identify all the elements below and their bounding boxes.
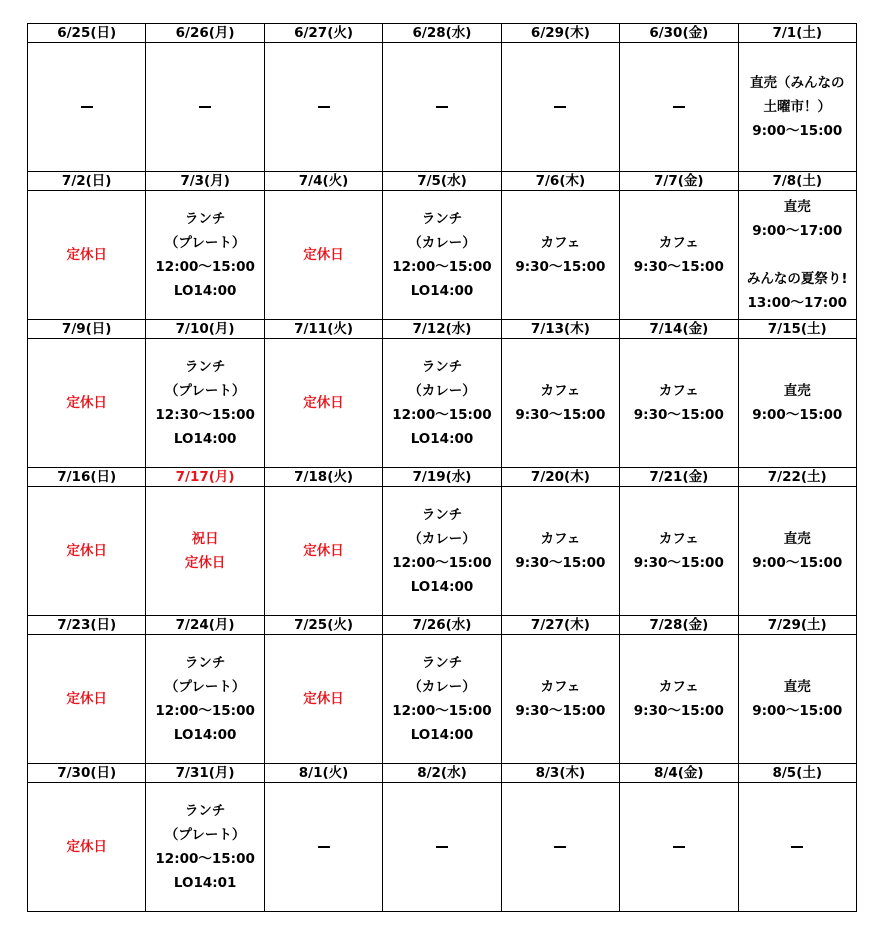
schedule-cell	[264, 487, 382, 616]
date-cell: 7/28(金)	[620, 616, 738, 635]
schedule-cell	[501, 635, 619, 764]
schedule-text-line: ランチ	[421, 655, 463, 671]
schedule-cell	[383, 339, 501, 468]
schedule-cell	[501, 191, 619, 320]
date-cell: 7/12(水)	[383, 320, 501, 339]
schedule-text-line: ランチ	[184, 359, 226, 375]
schedule-cell	[620, 43, 738, 172]
schedule-cell	[146, 191, 264, 320]
date-cell: 7/29(土)	[738, 616, 856, 635]
schedule-text-line: 12:00～15:00	[392, 259, 492, 275]
date-cell: 7/26(水)	[383, 616, 501, 635]
schedule-cell	[28, 339, 146, 468]
schedule-text-line: LO14:00	[173, 283, 237, 299]
schedule-text-line: 祝日	[191, 531, 219, 547]
schedule-text-line: （プレート）	[164, 383, 246, 399]
schedule-text-line: ランチ	[421, 359, 463, 375]
date-cell: 6/26(月)	[146, 24, 264, 43]
schedule-text-line: 9:00～17:00	[752, 223, 843, 239]
date-row	[28, 616, 857, 635]
schedule-text-line: カフェ	[658, 383, 699, 399]
no-event-dash	[673, 846, 685, 848]
date-cell: 7/18(火)	[264, 468, 382, 487]
schedule-text-line: 13:00～17:00	[747, 295, 847, 311]
schedule-text-line: 定休日	[303, 395, 344, 411]
schedule-text-line: 定休日	[66, 691, 107, 707]
date-cell: 6/25(日)	[28, 24, 146, 43]
date-cell: 7/17(月)	[146, 468, 264, 487]
schedule-cell	[146, 487, 264, 616]
date-cell: 7/25(火)	[264, 616, 382, 635]
schedule-text-line: 9:00～15:00	[752, 123, 843, 139]
schedule-cell	[146, 635, 264, 764]
schedule-row	[28, 635, 857, 764]
schedule-text-line: 定休日	[66, 543, 107, 559]
schedule-text-line: （カレー）	[408, 679, 476, 695]
schedule-row	[28, 783, 857, 912]
schedule-cell	[738, 339, 856, 468]
schedule-text-line: （カレー）	[408, 235, 476, 251]
schedule-cell	[383, 191, 501, 320]
schedule-text-line: 定休日	[303, 691, 344, 707]
schedule-cell	[620, 339, 738, 468]
schedule-text-line: ランチ	[421, 211, 463, 227]
schedule-cell	[501, 43, 619, 172]
schedule-text-line: ランチ	[421, 507, 463, 523]
date-cell: 7/30(日)	[28, 764, 146, 783]
calendar-body	[28, 24, 857, 912]
date-cell: 7/10(月)	[146, 320, 264, 339]
schedule-text-line: 直売	[783, 199, 811, 215]
no-event-dash	[318, 846, 330, 848]
schedule-text-line: 定休日	[184, 555, 226, 571]
date-cell: 7/4(火)	[264, 172, 382, 191]
date-cell: 7/27(木)	[501, 616, 619, 635]
schedule-cell	[738, 43, 856, 172]
schedule-text-line: LO14:01	[173, 875, 237, 891]
schedule-text-line: カフェ	[540, 235, 581, 251]
schedule-text-line: （プレート）	[164, 679, 246, 695]
schedule-cell	[28, 635, 146, 764]
schedule-cell	[146, 43, 264, 172]
schedule-cell	[28, 783, 146, 912]
schedule-text-line: 定休日	[66, 839, 107, 855]
schedule-text-line: カフェ	[540, 383, 581, 399]
schedule-row	[28, 43, 857, 172]
schedule-cell	[620, 487, 738, 616]
schedule-text-line: （カレー）	[408, 531, 476, 547]
date-cell: 7/15(土)	[738, 320, 856, 339]
schedule-text-line: LO14:00	[410, 579, 474, 595]
schedule-cell	[620, 635, 738, 764]
date-cell: 7/21(金)	[620, 468, 738, 487]
schedule-text-line: 12:00～15:00	[392, 555, 492, 571]
schedule-text-line: ランチ	[184, 803, 226, 819]
schedule-text-line: （プレート）	[164, 827, 246, 843]
schedule-text-line: ランチ	[184, 655, 226, 671]
date-cell: 7/1(土)	[738, 24, 856, 43]
date-cell: 8/5(土)	[738, 764, 856, 783]
schedule-cell	[264, 635, 382, 764]
schedule-text-line: 9:30～15:00	[633, 703, 724, 719]
no-event-dash	[318, 106, 330, 108]
schedule-text-line: LO14:00	[173, 727, 237, 743]
schedule-text-line: LO14:00	[410, 431, 474, 447]
schedule-cell	[620, 191, 738, 320]
schedule-text-line: （プレート）	[164, 235, 246, 251]
date-cell: 7/16(日)	[28, 468, 146, 487]
schedule-text-line: カフェ	[540, 679, 581, 695]
schedule-text-line: 定休日	[303, 543, 344, 559]
date-row	[28, 764, 857, 783]
date-cell: 7/8(土)	[738, 172, 856, 191]
date-row	[28, 172, 857, 191]
schedule-cell	[501, 783, 619, 912]
schedule-text-line: ランチ	[184, 211, 226, 227]
schedule-cell	[28, 487, 146, 616]
date-cell: 7/11(火)	[264, 320, 382, 339]
no-event-dash	[436, 846, 448, 848]
no-event-dash	[199, 106, 211, 108]
schedule-text-line: 12:00～15:00	[392, 703, 492, 719]
schedule-cell	[383, 783, 501, 912]
schedule-text-line: LO14:00	[173, 431, 237, 447]
schedule-cell	[738, 191, 856, 320]
schedule-text-line: 9:00～15:00	[752, 703, 843, 719]
schedule-text-line: （カレー）	[408, 383, 476, 399]
schedule-text-line: 12:00～15:00	[155, 259, 255, 275]
date-cell: 8/2(水)	[383, 764, 501, 783]
schedule-text-line: 定休日	[303, 247, 344, 263]
schedule-cell	[28, 43, 146, 172]
date-cell: 7/20(木)	[501, 468, 619, 487]
schedule-cell	[264, 783, 382, 912]
schedule-row	[28, 339, 857, 468]
date-cell: 7/13(木)	[501, 320, 619, 339]
no-event-dash	[436, 106, 448, 108]
schedule-text-line: LO14:00	[410, 283, 474, 299]
schedule-row	[28, 191, 857, 320]
schedule-text-line: 12:00～15:00	[155, 703, 255, 719]
schedule-cell	[738, 635, 856, 764]
date-cell: 6/29(木)	[501, 24, 619, 43]
schedule-text-line: カフェ	[658, 235, 699, 251]
schedule-cell	[383, 43, 501, 172]
no-event-dash	[673, 106, 685, 108]
date-cell: 7/5(水)	[383, 172, 501, 191]
schedule-text-line: 直売	[783, 679, 811, 695]
schedule-calendar-table	[27, 23, 857, 912]
schedule-text-line: 直売（みんなの	[750, 75, 845, 91]
date-row	[28, 24, 857, 43]
date-cell: 7/3(月)	[146, 172, 264, 191]
schedule-text-line: カフェ	[540, 531, 581, 547]
schedule-text-line: みんなの夏祭り!	[746, 271, 848, 287]
date-cell: 7/2(日)	[28, 172, 146, 191]
schedule-text-line: LO14:00	[410, 727, 474, 743]
schedule-cell	[738, 487, 856, 616]
schedule-text-line: 定休日	[66, 395, 107, 411]
schedule-text-line	[739, 243, 856, 267]
date-cell: 7/24(月)	[146, 616, 264, 635]
schedule-text-line: 9:00～15:00	[752, 407, 843, 423]
schedule-row	[28, 487, 857, 616]
no-event-dash	[791, 846, 803, 848]
schedule-cell	[146, 783, 264, 912]
schedule-text-line: カフェ	[658, 531, 699, 547]
schedule-cell	[264, 191, 382, 320]
schedule-text-line: カフェ	[658, 679, 699, 695]
schedule-cell	[501, 487, 619, 616]
date-cell: 7/9(日)	[28, 320, 146, 339]
date-cell: 8/4(金)	[620, 764, 738, 783]
schedule-text-line: 9:30～15:00	[515, 703, 606, 719]
schedule-text-line: 直売	[783, 531, 811, 547]
date-cell: 7/31(月)	[146, 764, 264, 783]
date-cell: 6/27(火)	[264, 24, 382, 43]
date-cell: 8/3(木)	[501, 764, 619, 783]
schedule-text-line: 土曜市！）	[763, 99, 832, 115]
date-cell: 7/19(水)	[383, 468, 501, 487]
date-cell: 7/14(金)	[620, 320, 738, 339]
schedule-cell	[383, 635, 501, 764]
date-cell: 7/22(土)	[738, 468, 856, 487]
schedule-cell	[146, 339, 264, 468]
schedule-cell	[264, 43, 382, 172]
no-event-dash	[554, 846, 566, 848]
date-cell: 7/7(金)	[620, 172, 738, 191]
schedule-cell	[264, 339, 382, 468]
schedule-text-line: 12:00～15:00	[392, 407, 492, 423]
schedule-cell	[620, 783, 738, 912]
date-cell: 7/6(木)	[501, 172, 619, 191]
schedule-text-line: 9:00～15:00	[752, 555, 843, 571]
schedule-text-line: 9:30～15:00	[633, 259, 724, 275]
schedule-text-line: 9:30～15:00	[633, 407, 724, 423]
schedule-text-line: 定休日	[66, 247, 107, 263]
no-event-dash	[554, 106, 566, 108]
date-cell: 7/23(日)	[28, 616, 146, 635]
schedule-cell	[28, 191, 146, 320]
schedule-text-line: 9:30～15:00	[515, 407, 606, 423]
date-cell: 6/30(金)	[620, 24, 738, 43]
schedule-text-line: 9:30～15:00	[515, 555, 606, 571]
schedule-text-line: 12:00～15:00	[155, 851, 255, 867]
schedule-cell	[738, 783, 856, 912]
no-event-dash	[81, 106, 93, 108]
date-row	[28, 320, 857, 339]
schedule-text-line: 9:30～15:00	[633, 555, 724, 571]
date-cell: 6/28(水)	[383, 24, 501, 43]
schedule-text-line: 直売	[783, 383, 811, 399]
schedule-text-line: 12:30～15:00	[155, 407, 255, 423]
date-cell: 8/1(火)	[264, 764, 382, 783]
date-row	[28, 468, 857, 487]
schedule-cell	[501, 339, 619, 468]
schedule-cell	[383, 487, 501, 616]
schedule-text-line: 9:30～15:00	[515, 259, 606, 275]
